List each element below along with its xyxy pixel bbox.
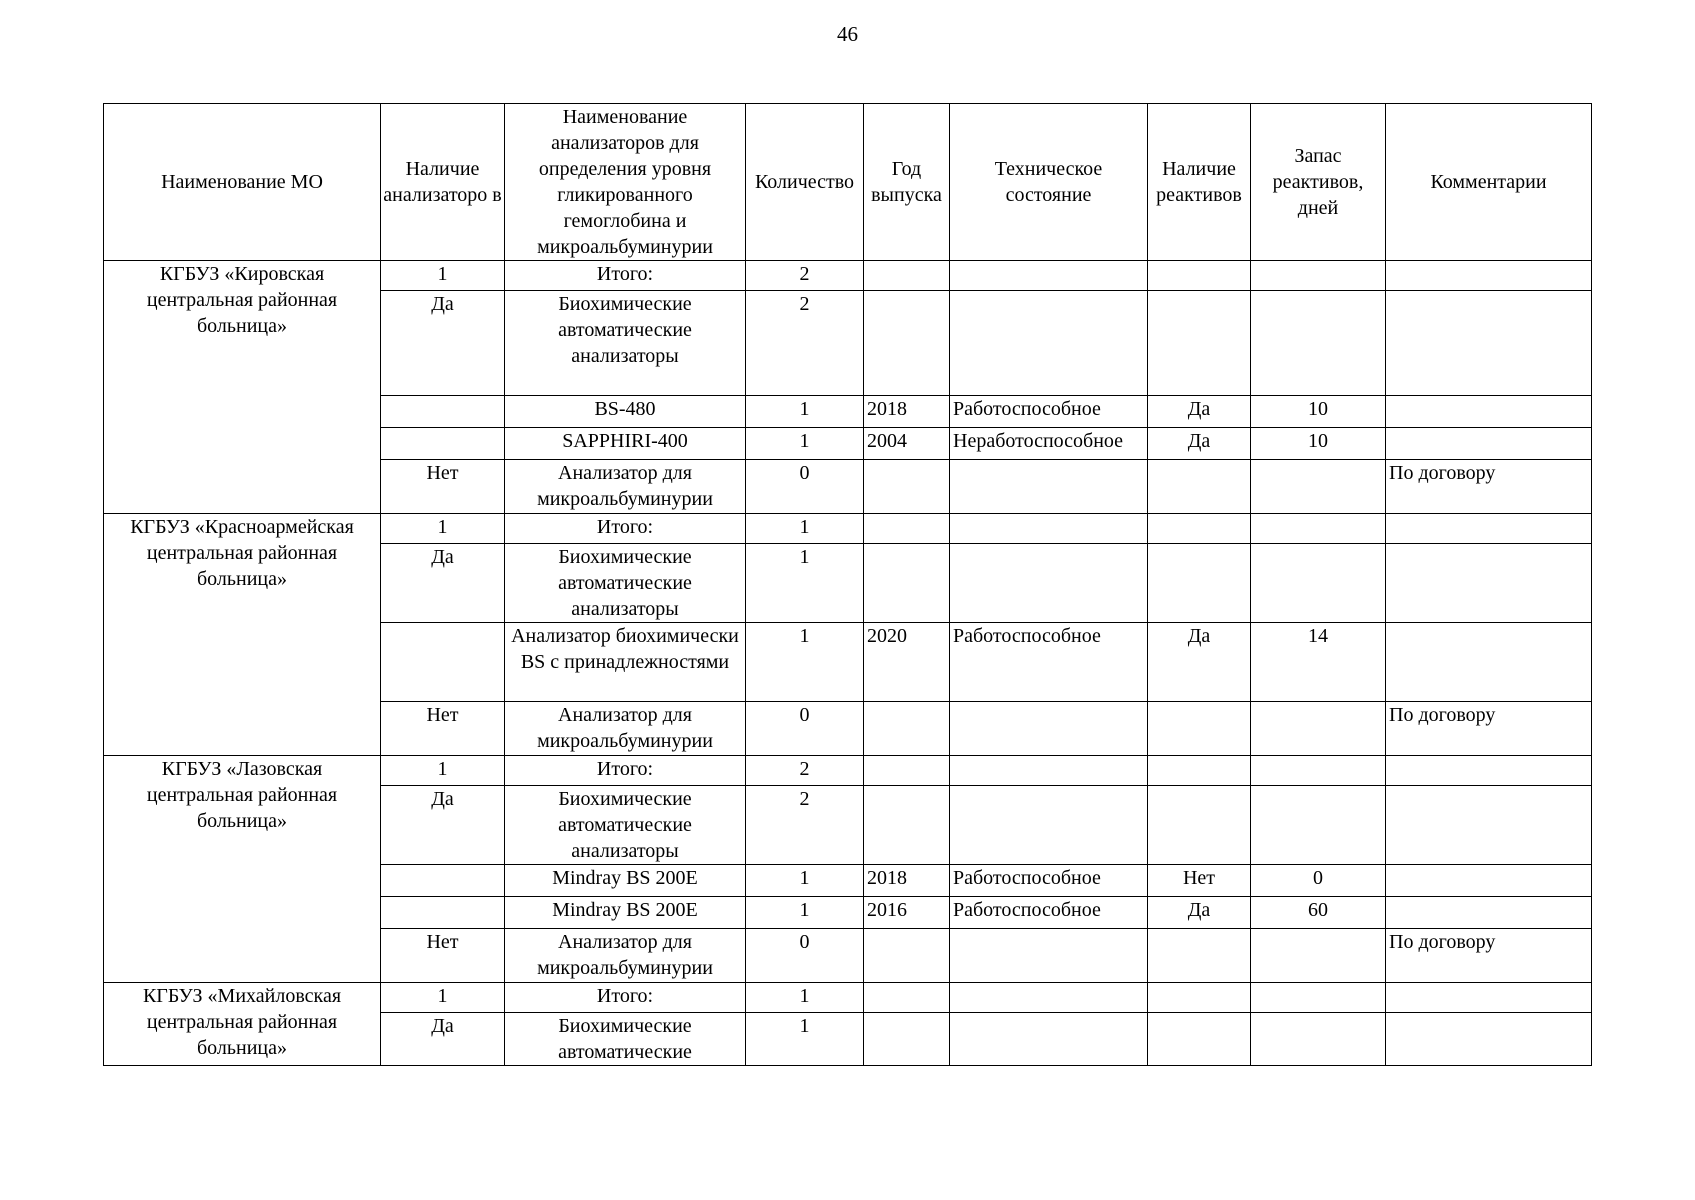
quantity-cell: 1	[746, 865, 864, 897]
tech-state-cell	[950, 786, 1148, 865]
comment-cell	[1386, 623, 1592, 702]
analyzer-name-cell: Биохимические автоматические анализаторы	[505, 544, 746, 623]
analyzer-name-cell: Биохимические автоматические	[505, 1013, 746, 1066]
reagents-cell: Да	[1148, 428, 1251, 460]
analyzer-name-cell: Биохимические автоматические анализаторы	[505, 786, 746, 865]
presence-cell	[381, 623, 505, 702]
tech-state-cell	[950, 702, 1148, 756]
presence-cell: Да	[381, 291, 505, 396]
stock-cell: 10	[1251, 428, 1386, 460]
presence-cell: 1	[381, 514, 505, 544]
mo-name-cell: КГБУЗ «Кировская центральная районная больница»	[104, 261, 381, 514]
year-cell: 2018	[864, 865, 950, 897]
header-year: Год выпуска	[864, 104, 950, 261]
presence-cell: Нет	[381, 460, 505, 514]
reagents-cell	[1148, 702, 1251, 756]
header-reagents: Наличие реактивов	[1148, 104, 1251, 261]
tech-state-cell	[950, 460, 1148, 514]
page-number: 46	[837, 22, 858, 46]
tech-state-cell	[950, 291, 1148, 396]
analyzer-name-cell: Анализатор для микроальбуминурии	[505, 702, 746, 756]
analyzer-name-cell: Итого:	[505, 756, 746, 786]
presence-cell	[381, 865, 505, 897]
reagents-cell: Да	[1148, 897, 1251, 929]
reagents-cell	[1148, 544, 1251, 623]
reagents-cell	[1148, 756, 1251, 786]
quantity-cell: 2	[746, 261, 864, 291]
analyzer-name-cell: Анализатор биохимически BS с принадлежностями	[505, 623, 746, 702]
analyzer-name-cell: Биохимические автоматические анализаторы	[505, 291, 746, 396]
quantity-cell: 0	[746, 929, 864, 983]
stock-cell	[1251, 1013, 1386, 1066]
stock-cell	[1251, 702, 1386, 756]
quantity-cell: 0	[746, 460, 864, 514]
year-cell	[864, 1013, 950, 1066]
quantity-cell: 1	[746, 514, 864, 544]
comment-cell	[1386, 544, 1592, 623]
quantity-cell: 1	[746, 623, 864, 702]
header-analyzer-name: Наименование анализаторов для определения уровня гликированного гемоглобина и микроальбуминурии	[505, 104, 746, 261]
presence-cell: 1	[381, 983, 505, 1013]
reagents-cell	[1148, 983, 1251, 1013]
year-cell	[864, 929, 950, 983]
comment-cell	[1386, 786, 1592, 865]
stock-cell: 0	[1251, 865, 1386, 897]
presence-cell: Нет	[381, 702, 505, 756]
quantity-cell: 1	[746, 983, 864, 1013]
analyzer-name-cell: Анализатор для микроальбуминурии	[505, 460, 746, 514]
stock-cell	[1251, 514, 1386, 544]
tech-state-cell: Неработоспособное	[950, 428, 1148, 460]
comment-cell	[1386, 514, 1592, 544]
quantity-cell: 1	[746, 396, 864, 428]
mo-name-cell: КГБУЗ «Лазовская центральная районная больница»	[104, 756, 381, 983]
year-cell: 2020	[864, 623, 950, 702]
header-stock: Запас реактивов, дней	[1251, 104, 1386, 261]
reagents-cell: Да	[1148, 623, 1251, 702]
comment-cell: По договору	[1386, 702, 1592, 756]
reagents-cell: Да	[1148, 396, 1251, 428]
tech-state-cell: Работоспособное	[950, 897, 1148, 929]
analyzer-name-cell: Mindray BS 200E	[505, 865, 746, 897]
tech-state-cell	[950, 983, 1148, 1013]
table-row	[104, 756, 1592, 786]
tech-state-cell	[950, 514, 1148, 544]
presence-cell: Да	[381, 1013, 505, 1066]
comment-cell	[1386, 897, 1592, 929]
comment-cell	[1386, 756, 1592, 786]
year-cell	[864, 756, 950, 786]
analyzer-name-cell: Итого:	[505, 261, 746, 291]
presence-cell: Нет	[381, 929, 505, 983]
reagents-cell	[1148, 786, 1251, 865]
year-cell	[864, 544, 950, 623]
reagents-cell	[1148, 1013, 1251, 1066]
presence-cell: 1	[381, 756, 505, 786]
presence-cell: Да	[381, 786, 505, 865]
tech-state-cell	[950, 544, 1148, 623]
year-cell	[864, 983, 950, 1013]
stock-cell	[1251, 544, 1386, 623]
stock-cell	[1251, 786, 1386, 865]
table-row	[104, 514, 1592, 544]
year-cell	[864, 514, 950, 544]
quantity-cell: 1	[746, 897, 864, 929]
reagents-cell: Нет	[1148, 865, 1251, 897]
stock-cell	[1251, 983, 1386, 1013]
table-row	[104, 983, 1592, 1013]
presence-cell: 1	[381, 261, 505, 291]
header-tech-state: Техническое состояние	[950, 104, 1148, 261]
analyzers-table	[103, 103, 1592, 1066]
comment-cell	[1386, 261, 1592, 291]
header-row	[104, 104, 1592, 261]
stock-cell	[1251, 756, 1386, 786]
comment-cell: По договору	[1386, 929, 1592, 983]
tech-state-cell: Работоспособное	[950, 865, 1148, 897]
quantity-cell: 0	[746, 702, 864, 756]
analyzer-name-cell: Mindray BS 200E	[505, 897, 746, 929]
tech-state-cell: Работоспособное	[950, 396, 1148, 428]
header-presence: Наличие анализаторо в	[381, 104, 505, 261]
year-cell	[864, 261, 950, 291]
reagents-cell	[1148, 514, 1251, 544]
comment-cell	[1386, 983, 1592, 1013]
presence-cell	[381, 428, 505, 460]
tech-state-cell	[950, 756, 1148, 786]
reagents-cell	[1148, 261, 1251, 291]
quantity-cell: 2	[746, 291, 864, 396]
presence-cell: Да	[381, 544, 505, 623]
stock-cell	[1251, 929, 1386, 983]
presence-cell	[381, 897, 505, 929]
analyzer-name-cell: Анализатор для микроальбуминурии	[505, 929, 746, 983]
stock-cell: 14	[1251, 623, 1386, 702]
analyzer-name-cell: SAPPHIRI-400	[505, 428, 746, 460]
year-cell	[864, 460, 950, 514]
tech-state-cell	[950, 261, 1148, 291]
comment-cell	[1386, 291, 1592, 396]
comment-cell: По договору	[1386, 460, 1592, 514]
stock-cell	[1251, 460, 1386, 514]
reagents-cell	[1148, 460, 1251, 514]
quantity-cell: 2	[746, 756, 864, 786]
presence-cell	[381, 396, 505, 428]
stock-cell	[1251, 291, 1386, 396]
reagents-cell	[1148, 929, 1251, 983]
year-cell	[864, 786, 950, 865]
header-mo: Наименование МО	[104, 104, 381, 261]
quantity-cell: 2	[746, 786, 864, 865]
quantity-cell: 1	[746, 544, 864, 623]
quantity-cell: 1	[746, 428, 864, 460]
comment-cell	[1386, 428, 1592, 460]
reagents-cell	[1148, 291, 1251, 396]
tech-state-cell: Работоспособное	[950, 623, 1148, 702]
mo-name-cell: КГБУЗ «Михайловская центральная районная больница»	[104, 983, 381, 1066]
analyzer-name-cell: Итого:	[505, 983, 746, 1013]
year-cell: 2004	[864, 428, 950, 460]
quantity-cell: 1	[746, 1013, 864, 1066]
comment-cell	[1386, 396, 1592, 428]
tech-state-cell	[950, 929, 1148, 983]
header-quantity: Количество	[746, 104, 864, 261]
year-cell: 2018	[864, 396, 950, 428]
table-row	[104, 261, 1592, 291]
comment-cell	[1386, 1013, 1592, 1066]
tech-state-cell	[950, 1013, 1148, 1066]
mo-name-cell: КГБУЗ «Красноармейская центральная районная больница»	[104, 514, 381, 756]
year-cell	[864, 291, 950, 396]
stock-cell: 60	[1251, 897, 1386, 929]
analyzer-name-cell: Итого:	[505, 514, 746, 544]
header-comments: Комментарии	[1386, 104, 1592, 261]
comment-cell	[1386, 865, 1592, 897]
analyzer-name-cell: BS-480	[505, 396, 746, 428]
year-cell	[864, 702, 950, 756]
year-cell: 2016	[864, 897, 950, 929]
stock-cell	[1251, 261, 1386, 291]
stock-cell: 10	[1251, 396, 1386, 428]
